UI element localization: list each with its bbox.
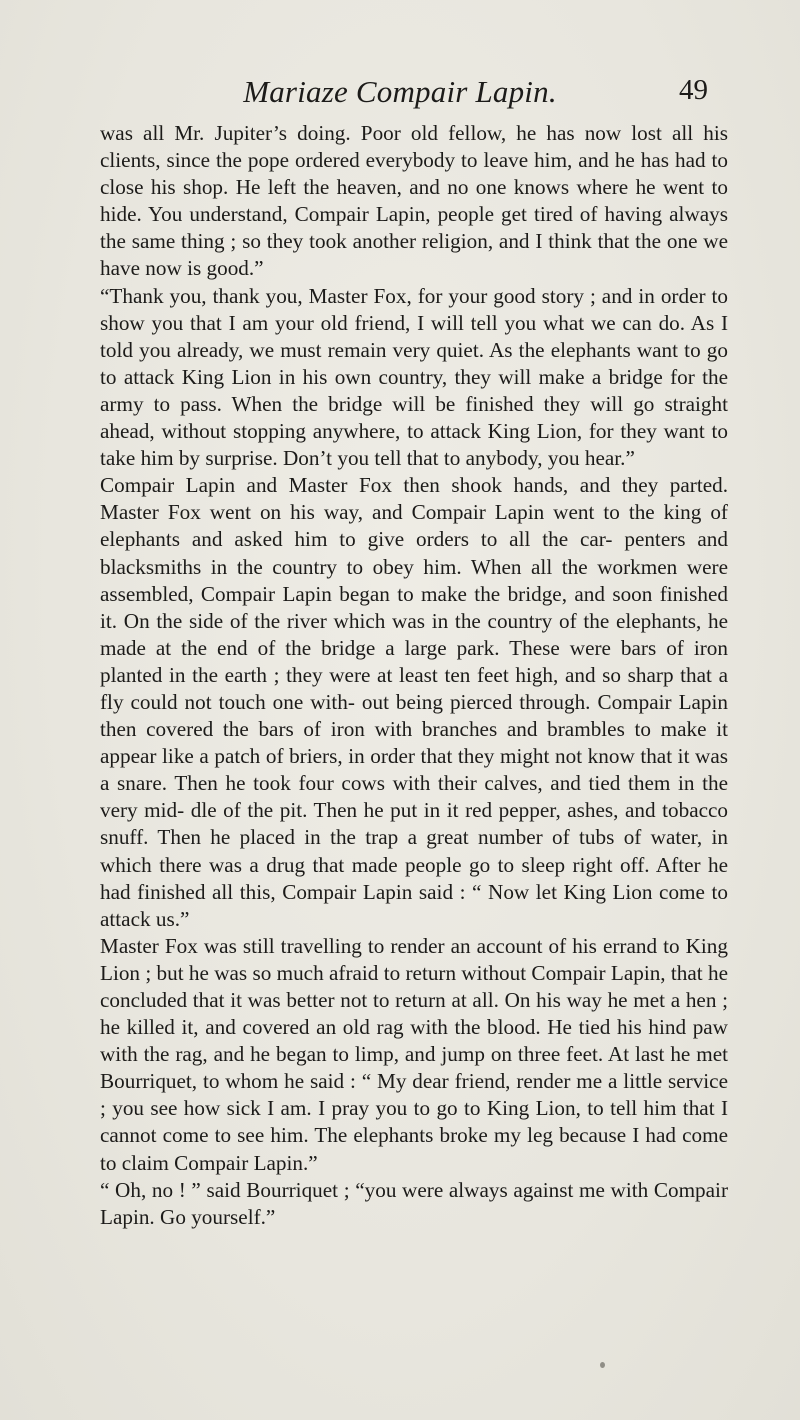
body-text	[100, 120, 728, 1231]
page-number: 49	[679, 74, 708, 106]
page-header	[0, 74, 800, 114]
paragraph: Master Fox was still travelling to render an account of his errand to King Lion ; but he was so much afraid to return without Compair Lapin, that he concluded that it was better not to return at all. On his way he met a hen ; he killed it, and covered an old rag with the blood. He tied his hind paw with the rag, and he began to limp, and jump on three feet. At last he met Bourriquet, to whom he said : “ My dear friend, render me a little service ; you see how sick I am. I pray you to go to King Lion, to tell him that I cannot come to see him. The elephants broke my leg because I had come to claim Compair Lapin.”	[100, 933, 728, 1175]
paragraph: was all Mr. Jupiter’s doing. Poor old fellow, he has now lost all his clients, since the pope ordered everybody to leave him, and he has had to close his shop. He left the heaven, and no one knows where he went to hide. You understand, Compair Lapin, people get tired of having always the same thing ; so they took another religion, and I think that the one we have now is good.”	[100, 121, 728, 281]
paragraph: “ Oh, no ! ” said Bourriquet ; “you were always against me with Compair Lapin. Go yourself.”	[100, 1177, 728, 1229]
paragraph: “Thank you, thank you, Master Fox, for your good story ; and in order to show you that I am your old friend, I will tell you what we can do. As I told you already, we must remain very quiet. As the elephants want to go to attack King Lion in his own country, they will make a bridge for the army to pass. When the bridge will be finished they will go straight ahead, without stopping anywhere, to attack King Lion, for they want to take him by surprise. Don’t you tell that to anybody, you hear.”	[100, 283, 728, 471]
running-title: Mariaze Compair Lapin.	[243, 74, 557, 109]
paragraph: Compair Lapin and Master Fox then shook hands, and they parted. Master Fox went on his way, and Compair Lapin went to the king of elephants and asked him to give orders to all the car- penters and blacksmiths in the country to obey him. When all the workmen were assembled, Compair Lapin began to make the bridge, and soon finished it. On the side of the river which was in the country of the elephants, he made at the end of the bridge a large park. These were bars of iron planted in the earth ; they were at least ten feet high, and so sharp that a fly could not touch one with- out being pierced through. Compair Lapin then covered the bars of iron with branches and brambles to make it appear like a patch of briers, in order that they might not know that it was a snare. Then he took four cows with their calves, and tied them in the very mid- dle of the pit. Then he put in it red pepper, ashes, and tobacco snuff. Then he placed in the trap a great number of tubs of water, in which there was a drug that made people go to sleep right off. After he had finished all this, Compair Lapin said : “ Now let King Lion come to attack us.”	[100, 473, 728, 931]
ink-speck	[600, 1362, 605, 1368]
